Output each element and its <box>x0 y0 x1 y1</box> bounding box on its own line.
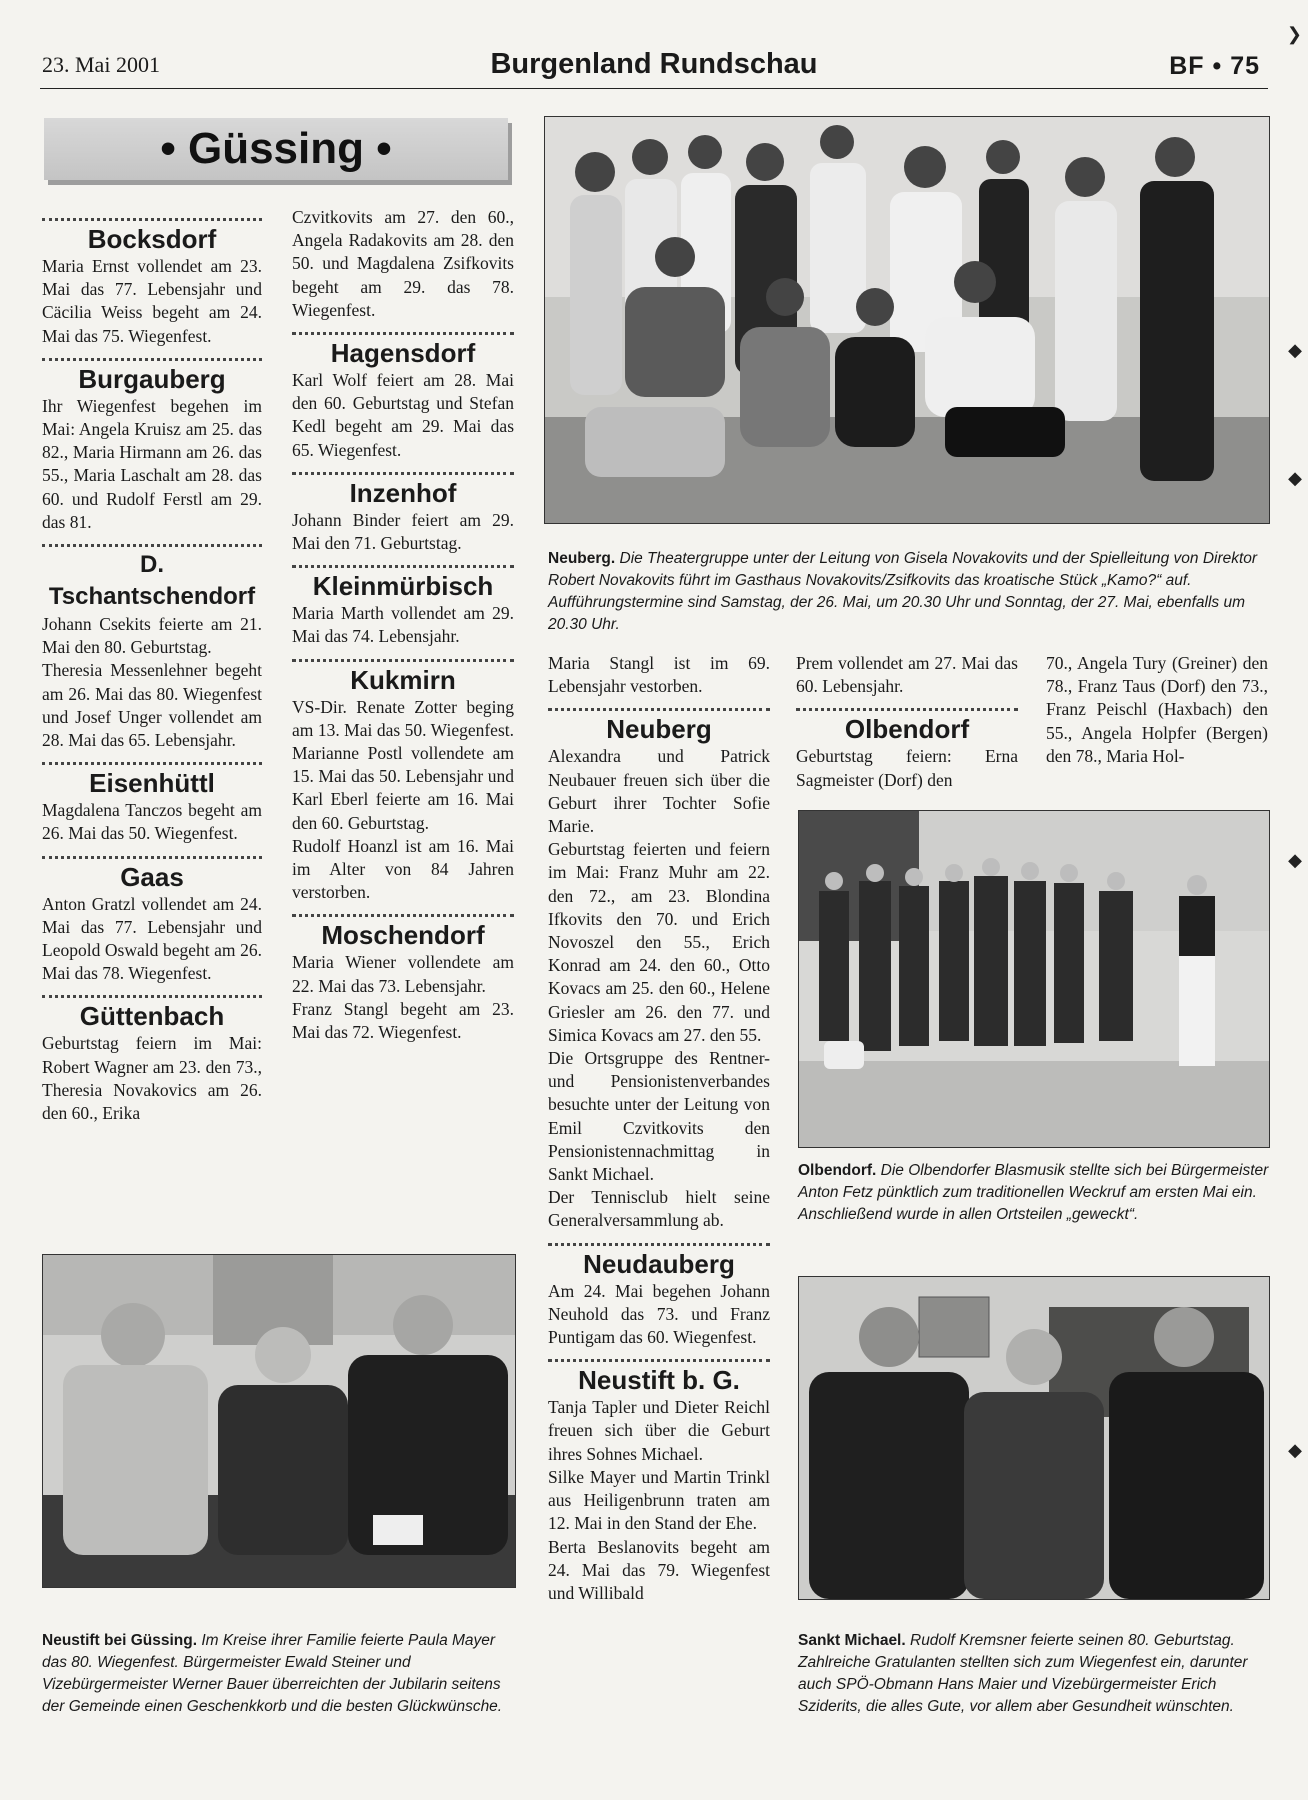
news-item: Theresia Messenlehner begeht am 26. Mai das 80. Wiegenfest und Josef Unger vollendet am 28. Mai das 65. Lebensjahr. <box>42 660 262 751</box>
place-heading: Kleinmürbisch <box>312 571 494 602</box>
dotted-divider <box>42 358 262 361</box>
place-heading: Moschendorf <box>321 920 485 951</box>
caption-lead: Sankt Michael. <box>798 1632 906 1649</box>
section-title: • Güssing • <box>160 124 392 173</box>
page-number: BF • 75 <box>1169 52 1260 80</box>
news-column-2 <box>292 206 514 1044</box>
news-item: Ihr Wiegenfest begehen im Mai: Angela Kruisz am 25. das 82., Maria Hirmann am 26. das 55., Maria Laschalt am 28. das 60. und Rudolf Ferstl am 29. das 81. <box>42 395 262 532</box>
photo-caption-neuberg <box>548 548 1270 636</box>
place-heading: Kukmirn <box>350 664 456 695</box>
section-banner <box>44 118 508 180</box>
dotted-divider <box>42 218 262 221</box>
photo-caption-neustift <box>42 1630 516 1718</box>
place-heading: Inzenhof <box>349 477 457 508</box>
news-item: Anton Gratzl vollendet am 24. Mai das 77. Lebensjahr und Leopold Oswald begeht am 26. Mai das 78. Wiegenfest. <box>42 893 262 984</box>
dotted-divider <box>42 762 262 765</box>
news-item: Rudolf Hoanzl ist am 16. Mai im Alter von 84 Jahren verstorben. <box>292 835 514 903</box>
dotted-divider <box>548 708 770 711</box>
news-item: Geburtstag feiern im Mai: Robert Wagner am 23. den 73., Theresia Novakovics am 26. den 60., Erika <box>42 1033 262 1124</box>
news-item: Die Ortsgruppe des Rentner- und Pensionistenverbandes besuchte unter der Leitung von Emil Czvitkovits den Pensionistennachmittag in Sankt Michael. <box>548 1048 770 1185</box>
news-item: Berta Beslanovits begeht am 24. Mai das 79. Wiegenfest und Willibald <box>548 1536 770 1603</box>
news-item-continued: 70., Angela Tury (Greiner) den 78., Franz Taus (Dorf) den 73., Franz Peischl (Haxbach) den 55., Angela Holpfer (Bergen) den 78., Maria Hol- <box>1046 653 1268 766</box>
news-column-3 <box>548 652 770 1605</box>
caption-lead: Neuberg. <box>548 550 616 567</box>
caption-text: Die Olbendorfer Blasmusik stellte sich bei Bürgermeister Anton Fetz pünktlich zum traditionellen Weckruf am ersten Mai ein. Anschließend wurde in allen Ortsteilen „geweckt“. <box>798 1162 1269 1223</box>
news-item: VS-Dir. Renate Zotter beging am 13. Mai das 50. Wiegenfest. Marianne Postl vollendete am 15. Mai das 50. Lebensjahr und Karl Eberl feierte am 16. Mai den 60. Geburtstag. <box>292 696 514 833</box>
news-item: Silke Mayer und Martin Trinkl aus Heiligenbrunn traten am 12. Mai in den Stand der Ehe. <box>548 1466 770 1534</box>
photo-neuberg-theatre-group <box>544 116 1270 524</box>
place-heading: Hagensdorf <box>330 338 476 369</box>
news-item: Maria Wiener vollendete am 22. Mai das 73. Lebensjahr. <box>292 952 514 996</box>
scan-mark: ◆ <box>1288 468 1302 488</box>
place-heading: Neudauberg <box>583 1248 735 1279</box>
news-column-5 <box>1046 652 1268 768</box>
caption-text: Im Kreise ihrer Familie feierte Paula Mayer das 80. Wiegenfest. Bürgermeister Ewald Steiner und Vizebürgermeister Werner Bauer überreichten der Jubilarin seitens der Gemeinde einen Geschenkkorb und die besten Glückwünsche. <box>42 1632 503 1715</box>
news-column-4 <box>796 652 1018 792</box>
photo-caption-olbendorf <box>798 1160 1270 1226</box>
place-heading: Olbendorf <box>844 714 970 745</box>
dotted-divider <box>292 472 514 475</box>
news-item: Am 24. Mai begehen Johann Neuhold das 73. und Franz Puntigam das 60. Wiegenfest. <box>548 1280 770 1348</box>
caption-text: Die Theatergruppe unter der Leitung von Gisela Novakovits und der Spielleitung von Direktor Robert Novakovits führt im Gasthaus Novakovits/Zsifkovits das kroatische Stück „Kamo?“ auf. Aufführungstermine sind Samstag, der 26. Mai, um 20.30 Uhr und Sonntag, der 27. Mai, ebenfalls um 20.30 Uhr. <box>548 550 1258 633</box>
scan-mark: ◆ <box>1288 850 1302 870</box>
news-item: Geburtstag feiern: Erna Sagmeister (Dorf) den <box>796 746 1018 790</box>
dotted-divider <box>292 914 514 917</box>
dotted-divider <box>796 708 1018 711</box>
place-heading: Neustift b. G. <box>578 1365 740 1396</box>
news-item: Karl Wolf feiert am 28. Mai den 60. Geburtstag und Stefan Kedl begeht am 29. Mai das 65. Wiegenfest. <box>292 370 514 460</box>
scan-mark: ◆ <box>1288 340 1302 360</box>
caption-lead: Olbendorf. <box>798 1162 877 1179</box>
news-item-continued: Maria Stangl ist im 69. Lebensjahr vestorben. <box>548 653 770 697</box>
caption-text: Rudolf Kremsner feierte seinen 80. Geburtstag. Zahlreiche Gratulanten stellten sich zum Wiegenfest ein, darunter auch SPÖ-Obmann Hans Maier und Vizebürgermeister Erich Sziderits, die alles Gute, vor allem aber Gesundheit wünschten. <box>798 1632 1248 1715</box>
place-heading: D. Tschantschendorf <box>48 551 256 611</box>
dotted-divider <box>548 1359 770 1362</box>
dotted-divider <box>42 856 262 859</box>
dotted-divider <box>42 995 262 998</box>
dotted-divider <box>292 659 514 662</box>
news-item: Maria Ernst vollendet am 23. Mai das 77. Lebensjahr und Cäcilia Weiss begeht am 24. Mai das 75. Wiegenfest. <box>42 256 262 346</box>
news-item: Maria Marth vollendet am 29. Mai das 74. Lebensjahr. <box>292 603 514 647</box>
dotted-divider <box>42 544 262 547</box>
news-item-continued: Prem vollendet am 27. Mai das 60. Lebensjahr. <box>796 653 1018 697</box>
news-item-continued: Czvitkovits am 27. den 60., Angela Radakovits am 28. den 50. und Magdalena Zsifkovits begeht am 29. das 78. Wiegenfest. <box>292 207 514 320</box>
dotted-divider <box>292 332 514 335</box>
news-item: Johann Binder feiert am 29. Mai den 71. Geburtstag. <box>292 509 514 554</box>
scan-mark: ❯ <box>1286 24 1302 44</box>
place-heading: Neuberg <box>606 714 712 745</box>
scan-mark: ◆ <box>1288 1440 1302 1460</box>
news-item: Tanja Tapler und Dieter Reichl freuen sich über die Geburt ihres Sohnes Michael. <box>548 1397 770 1464</box>
news-item: Der Tennisclub hielt seine Generalversammlung ab. <box>548 1187 770 1231</box>
issue-date: 23. Mai 2001 <box>42 52 160 77</box>
news-item: Alexandra und Patrick Neubauer freuen sich über die Geburt ihrer Tochter Sofie Marie. <box>548 746 770 837</box>
news-column-1 <box>42 208 262 1125</box>
photo-olbendorf-brass-band <box>798 810 1270 1148</box>
news-item: Magdalena Tanczos begeht am 26. Mai das 50. Wiegenfest. <box>42 800 262 844</box>
dotted-divider <box>548 1243 770 1246</box>
news-item: Johann Csekits feierte am 21. Mai den 80. Geburtstag. <box>42 614 262 658</box>
dotted-divider <box>292 565 514 568</box>
news-item: Franz Stangl begeht am 23. Mai das 72. Wiegenfest. <box>292 998 514 1043</box>
place-heading: Gaas <box>120 861 184 892</box>
place-heading: Burgauberg <box>78 363 226 394</box>
place-heading: Eisenhüttl <box>89 768 215 799</box>
newspaper-title: Burgenland Rundschau <box>490 48 818 80</box>
place-heading: Güttenbach <box>79 1001 225 1032</box>
news-item: Geburtstag feierten und feiern im Mai: Franz Muhr am 22. den 72., am 23. Blondina Ifkovits den 70. und Erich Novoszel den 55., Erich Konrad am 24. den 60., Otto Kovacs am 25. den 60., Helene Griesler am 26. den 77. und Simica Kovacs am 27. den 55. <box>548 839 770 1045</box>
photo-caption-sankt-michael <box>798 1630 1270 1718</box>
caption-lead: Neustift bei Güssing. <box>42 1632 198 1649</box>
photo-sankt-michael-birthday <box>798 1276 1270 1600</box>
photo-neustift-birthday <box>42 1254 516 1588</box>
place-heading: Bocksdorf <box>87 224 217 254</box>
masthead-rule <box>40 88 1268 89</box>
